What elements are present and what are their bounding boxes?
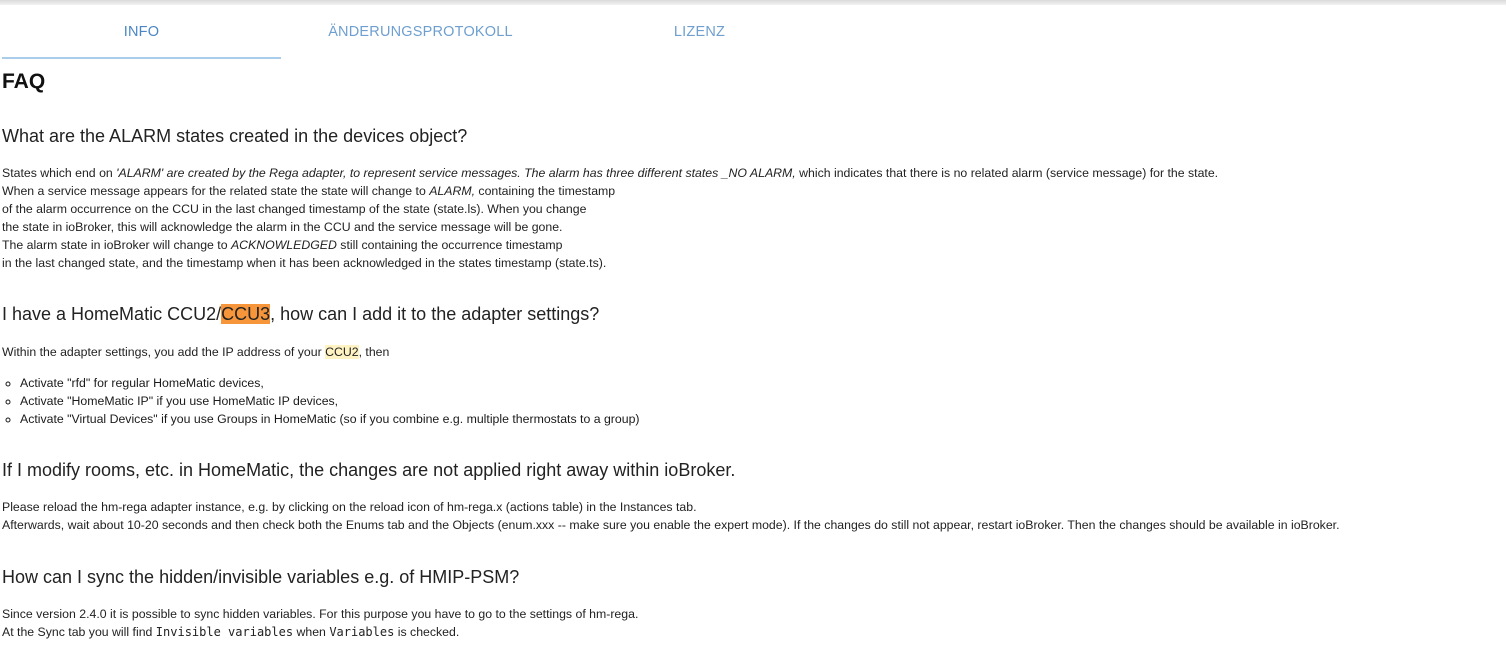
- faq-question-rooms-not-applied: If I modify rooms, etc. in HomeMatic, the changes are not applied right away within ioBroker.: [2, 460, 736, 480]
- answer-line: in the last changed state, and the timestamp when it has been acknowledged in the states timestamp (state.ts).: [2, 256, 607, 270]
- answer-line: Since version 2.4.0 it is possible to sync hidden variables. For this purpose you have to go to the settings of hm-rega.: [2, 607, 639, 621]
- inline-code: Invisible variables: [155, 625, 294, 639]
- search-highlight: CCU2: [325, 345, 359, 359]
- faq-question-hidden-variables: How can I sync the hidden/invisible variables e.g. of HMIP-PSM?: [2, 567, 520, 587]
- italic-text: 'ALARM' are created by the Rega adapter, to represent service messages. The alarm has three different states _NO ALARM,: [116, 166, 796, 180]
- answer-line: the state in ioBroker, this will acknowledge the alarm in the CCU and the service message will be gone.: [2, 220, 563, 234]
- faq-answer-alarm-states: [2, 164, 1502, 272]
- answer-line: of the alarm occurrence on the CCU in the last changed timestamp of the state (state.ls). When you change: [2, 202, 587, 216]
- text-span: , then: [358, 345, 390, 359]
- answer-line: [2, 623, 1502, 641]
- text-span: When a service message appears for the related state the state will change to: [2, 184, 430, 198]
- text-span: I have a HomeMatic CCU2/: [2, 304, 222, 324]
- faq-answer-add-ccu-intro: [2, 343, 1502, 361]
- tab-changelog[interactable]: ÄNDERUNGSPROTOKOLL: [328, 24, 513, 40]
- faq-question-alarm-states: What are the ALARM states created in the devices object?: [2, 126, 468, 146]
- search-highlight-current: CCU3: [221, 304, 271, 324]
- text-span: Within the adapter settings, you add the IP address of your: [2, 345, 326, 359]
- tab-info[interactable]: INFO: [2, 5, 281, 59]
- text-span: is checked.: [394, 625, 460, 639]
- text-span: containing the timestamp: [475, 184, 616, 198]
- text-span: At the Sync tab you will find: [2, 625, 156, 639]
- text-span: The alarm state in ioBroker will change to: [2, 238, 231, 252]
- adapter-settings-list: [2, 374, 1502, 428]
- answer-line: Afterwards, wait about 10-20 seconds and then check both the Enums tab and the Objects (enum.xxx -- make sure you enable the expert mode). If the changes do still not appear, restart ioBroker. Then the changes should be available in ioBroker.: [2, 518, 1340, 532]
- text-span: still containing the occurrence timestamp: [336, 238, 563, 252]
- readme-content: [2, 68, 1502, 641]
- text-span: when: [293, 625, 330, 639]
- tab-bar: [2, 5, 842, 59]
- text-span: , how can I add it to the adapter settings?: [270, 304, 600, 324]
- inline-code: Variables: [329, 625, 395, 639]
- faq-answer-rooms-not-applied: [2, 498, 1502, 534]
- faq-question-add-ccu: [2, 302, 1502, 326]
- answer-line: Please reload the hm-rega adapter instance, e.g. by clicking on the reload icon of hm-rega.x (actions table) in the Instances tab.: [2, 500, 697, 514]
- italic-text: ALARM,: [429, 184, 476, 198]
- tab-license[interactable]: LIZENZ: [673, 24, 726, 40]
- faq-heading: FAQ: [2, 70, 46, 93]
- list-item: ◦ Activate "Virtual Devices" if you use Groups in HomeMatic (so if you combine e.g. multiple thermostats to a group): [20, 410, 1502, 428]
- answer-line: [2, 236, 1502, 254]
- text-span: States which end on: [2, 166, 117, 180]
- italic-text: ACKNOWLEDGED: [230, 238, 337, 252]
- faq-answer-hidden-variables: [2, 605, 1502, 641]
- text-span: which indicates that there is no related alarm (service message) for the state.: [795, 166, 1219, 180]
- list-item: ◦ Activate "HomeMatic IP" if you use HomeMatic IP devices,: [20, 392, 1502, 410]
- list-item: ◦ Activate "rfd" for regular HomeMatic devices,: [20, 374, 1502, 392]
- answer-line: [2, 182, 1502, 200]
- answer-line: [2, 164, 1502, 182]
